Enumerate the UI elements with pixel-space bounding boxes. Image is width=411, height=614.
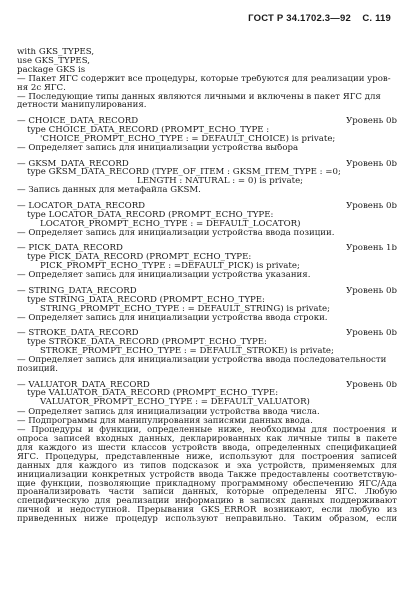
text-line: [17, 168, 397, 177]
paragraph-line: данных для каждого из типов подсказок и эха устройств, применяемых для: [17, 460, 397, 471]
text-line: [17, 347, 397, 356]
level-label: Уровень 0b: [346, 329, 397, 339]
paragraph-line: ЯГС. Процедуры, представленные ниже, используют для построения записей: [17, 451, 397, 462]
text-line: [17, 126, 397, 135]
paragraph-line: опроса записей входных данных, декларированных как личные типы в пакете: [17, 434, 397, 445]
line-text: type LOCATOR_DATA_RECORD (PROMPT_ECHO_TYPE:: [27, 210, 274, 220]
text-line: [17, 186, 397, 195]
line-text: type PICK_DATA_RECORD (PROMPT_ECHO_TYPE:: [27, 253, 252, 263]
text-line: [17, 220, 397, 229]
text-line: [17, 262, 397, 271]
line-text: — CHOICE_DATA_RECORD: [17, 117, 139, 127]
paragraph-line: для каждого из шести классов устройств ввода, определенных спецификацией: [17, 442, 397, 453]
line-text: — Запись данных для метафайла GKSM.: [17, 186, 201, 196]
line-text: VALUATOR_PROMPT_ECHO_TYPE : = DEFAULT_VALUATOR): [40, 398, 310, 408]
text-line: [17, 202, 397, 211]
text-line: [17, 48, 397, 57]
text-line: [17, 211, 397, 220]
text-line: [17, 365, 397, 374]
line-text: STRING_PROMPT_ECHO_TYPE : = DEFAULT_STRING) is private;: [40, 304, 330, 314]
text-line: [17, 93, 397, 102]
paragraph-line: проанализировать части записи данных, которые определены ЯГС. Любую: [17, 487, 397, 498]
text-line: [17, 381, 397, 390]
text-line: [17, 244, 397, 253]
text-line: [17, 389, 397, 398]
line-text: — Последующие типы данных являются личными и включены в пакет ЯГС для: [17, 92, 381, 102]
line-text: PICK_PROMPT_ECHO_TYPE : =DEFAULT_PICK) is private;: [40, 262, 300, 272]
level-label: Уровень 1b: [346, 244, 397, 254]
text-line: [17, 338, 397, 347]
line-text: — Определяет запись для инициализации устройства ввода позиции.: [17, 228, 335, 238]
text-line: [17, 356, 397, 365]
text-line: [17, 117, 397, 126]
level-label: Уровень 0b: [346, 159, 397, 169]
line-text: STROKE_PROMPT_ECHO_TYPE : = DEFAULT_STROKE) is private;: [40, 347, 334, 356]
line-text: package GKS is: [17, 65, 86, 75]
line-text: — GKSM_DATA_RECORD: [17, 159, 129, 169]
level-label: Уровень 0b: [346, 117, 397, 127]
text-line: [17, 160, 397, 169]
page-number: С. 119: [362, 13, 391, 24]
line-text: type STROKE_DATA_RECORD (PROMPT_ECHO_TYPE:: [27, 338, 267, 348]
line-text: type CHOICE_DATA_RECORD (PROMPT_ECHO_TYPE :: [27, 126, 270, 135]
standard-number: ГОСТ Р 34.1702.3—92: [248, 13, 351, 24]
paragraph-line: личной и недоступной. Прерывания GKS_ERROR возникают, если любую из: [17, 505, 397, 516]
line-text: — LOCATOR_DATA_RECORD: [17, 201, 146, 211]
line-text: детности манипулирования.: [17, 101, 147, 111]
paragraph-line: — Подпрограммы для манипулирования записями данных ввода.: [17, 417, 313, 427]
text-line: [17, 177, 397, 186]
line-text: — STRING_DATA_RECORD: [17, 286, 137, 296]
text-line: [17, 75, 397, 84]
line-text: — Определяет запись для инициализации устройства выбора: [17, 143, 299, 153]
text-line: [17, 296, 397, 305]
line-text: type STRING_DATA_RECORD (PROMPT_ECHO_TYPE:: [27, 295, 265, 305]
text-line: [17, 57, 397, 66]
line-text: — Определяет запись для инициализации устройства указания.: [17, 271, 311, 281]
paragraph-line: — Процедуры и функции, определенные ниже, необходимы для построения и: [17, 425, 397, 436]
paragraph-line: щие функции, позволяющие прикладному программному обеспечению ЯГС/Ада: [17, 478, 397, 489]
text-line: [17, 329, 397, 338]
text-line: [17, 229, 397, 238]
line-text: позиций.: [17, 364, 59, 374]
line-text: — PICK_DATA_RECORD: [17, 244, 123, 254]
level-label: Уровень 0b: [346, 380, 397, 390]
line-text: — VALUATOR_DATA_RECORD: [17, 380, 150, 390]
paragraph-line: инициализации конкретных устройств ввода Также предоставлены соответствую-: [17, 469, 397, 480]
line-text: — Определяет запись для инициализации устройства ввода последовательности: [17, 355, 387, 365]
text-line: [17, 66, 397, 75]
text-line: [17, 287, 397, 296]
text-line: [17, 398, 397, 407]
text-line: [17, 101, 397, 110]
text-line: [17, 271, 397, 280]
line-text: use GKS_TYPES,: [17, 56, 91, 66]
level-label: Уровень 0b: [346, 201, 397, 211]
paragraph-line: приведенных ниже процедур используют неправильно. Таким образом, если: [17, 514, 397, 525]
line-text: — Определяет запись для инициализации устройства ввода строки.: [17, 313, 328, 323]
text-line: [17, 144, 397, 153]
line-text: ня 2с ЯГС.: [17, 83, 66, 93]
text-line: [17, 305, 397, 314]
text-line: [17, 253, 397, 262]
line-text: — Пакет ЯГС содержит все процедуры, которые требуются для реализации уров-: [17, 74, 391, 84]
line-text: 'CHOICE_PROMPT_ECHO_TYPE : = DEFAULT_CHOICE) is private;: [40, 134, 336, 144]
line-text: type VALUATOR_DATA_RECORD (PROMPT_ECHO_TYPE:: [27, 389, 279, 399]
text-line: [17, 135, 397, 144]
paragraph: [17, 408, 397, 524]
text-line: [17, 314, 397, 323]
paragraph-line: специфическую для реализации информацию в записях данных поддерживают: [17, 496, 397, 507]
line-text: with GKS_TYPES,: [17, 48, 95, 57]
page-header: [248, 13, 391, 24]
text-line: [17, 84, 397, 93]
line-text: LENGTH : NATURAL : = 0) is private;: [137, 177, 304, 187]
line-text: LOCATOR_PROMPT_ECHO_TYPE : = DEFAULT_LOCATOR): [40, 219, 301, 229]
paragraph-line: — Определяет запись для инициализации устройства ввода числа.: [17, 408, 320, 418]
line-text: type GKSM_DATA_RECORD (TYPE_OF_ITEM : GKSM_ITEM_TYPE : =0;: [27, 168, 341, 178]
line-text: — STROKE_DATA_RECORD: [17, 329, 139, 339]
document-body: [17, 48, 397, 524]
level-label: Уровень 0b: [346, 286, 397, 296]
